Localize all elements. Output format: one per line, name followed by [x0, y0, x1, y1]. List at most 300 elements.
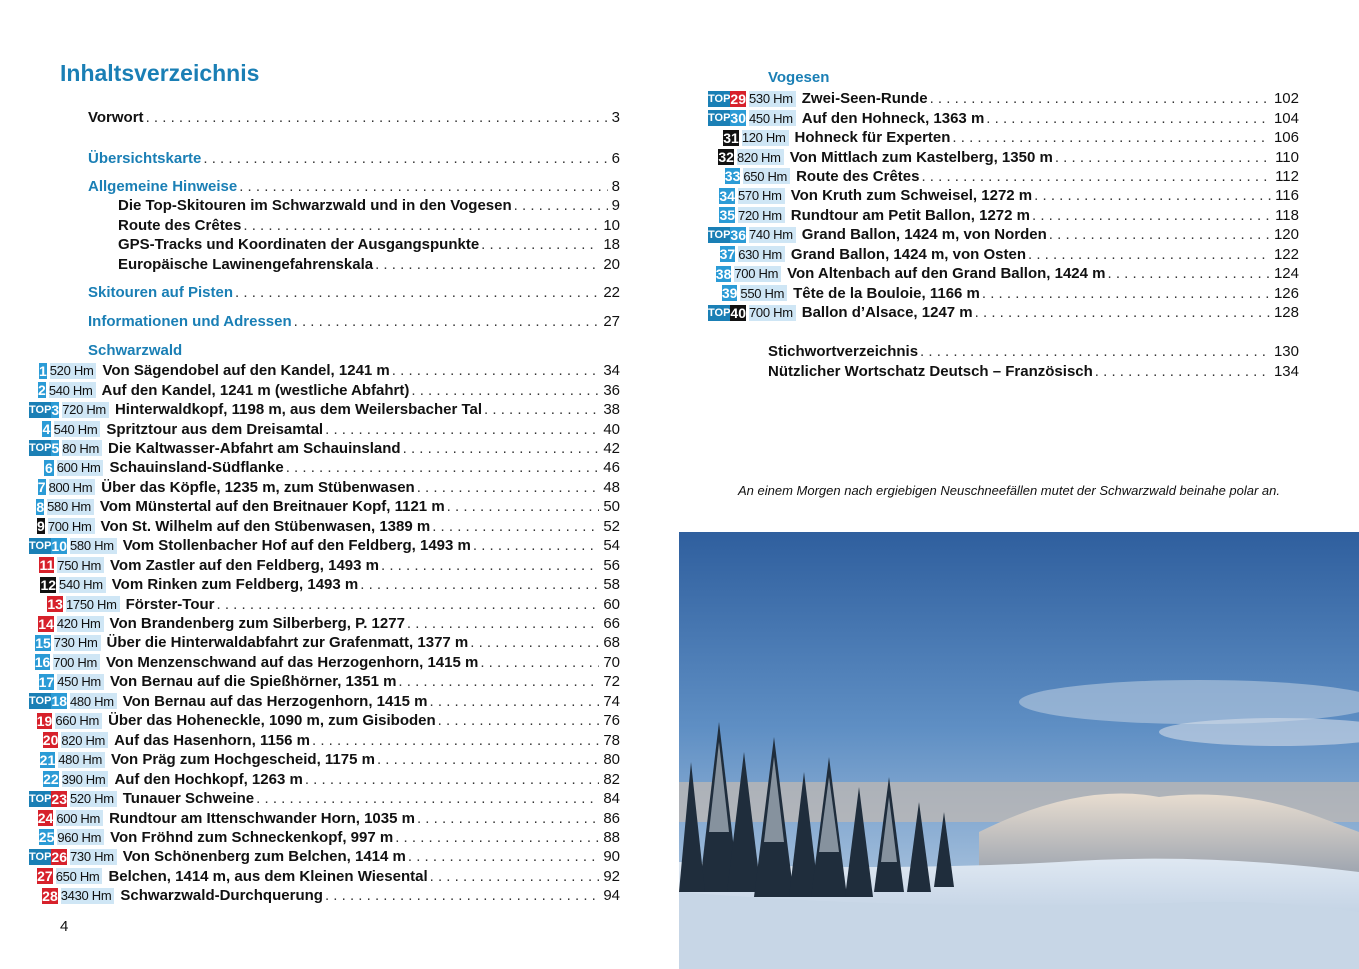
- tour-row[interactable]: [708, 206, 1299, 225]
- elevation-gain: 450 Hm: [749, 110, 796, 126]
- leader-dots: [233, 284, 599, 301]
- tour-row[interactable]: [29, 517, 620, 536]
- tour-name: Auf den Hochkopf, 1263 m: [114, 770, 303, 788]
- elevation-gain: 720 Hm: [738, 207, 785, 223]
- tour-name: Grand Ballon, 1424 m, von Osten: [790, 245, 1026, 263]
- tour-number-badge: 23: [51, 790, 67, 807]
- front-entry[interactable]: [88, 177, 620, 196]
- tour-name: Schwarzwald-Durchquerung: [120, 887, 323, 905]
- tour-number-badge: 24: [37, 810, 54, 827]
- tour-row[interactable]: [29, 575, 620, 594]
- leader-dots: [254, 790, 599, 807]
- leader-dots: [512, 197, 608, 214]
- leader-dots: [144, 109, 608, 126]
- tour-page: 58: [603, 576, 620, 594]
- top-badge: [29, 518, 37, 534]
- tour-page: 78: [603, 731, 620, 749]
- tour-page: 34: [603, 362, 620, 380]
- tour-number-badge: 19: [36, 712, 53, 729]
- tour-page: 124: [1273, 265, 1299, 283]
- elevation-gain: 700 Hm: [734, 266, 781, 282]
- tour-name: Zwei-Seen-Runde: [801, 90, 928, 108]
- tour-page: 94: [603, 887, 620, 905]
- top-badge: TOP: [708, 112, 731, 125]
- elevation-gain: 390 Hm: [62, 771, 109, 787]
- tour-page: 126: [1273, 284, 1299, 302]
- elevation-gain: 580 Hm: [47, 499, 94, 515]
- elevation-gain: 750 Hm: [57, 557, 104, 573]
- tour-row[interactable]: [708, 186, 1299, 205]
- tour-page: 112: [1275, 167, 1299, 185]
- winter-landscape-photo: [679, 532, 1359, 969]
- tour-name: Spritztour aus dem Dreisamtal: [106, 420, 324, 438]
- tour-row[interactable]: [708, 284, 1299, 303]
- tour-name: Grand Ballon, 1424 m, von Norden: [801, 226, 1047, 244]
- entry-page: 9: [611, 197, 620, 215]
- tour-number-badge: 34: [719, 187, 735, 204]
- entry-page: 130: [1273, 343, 1299, 361]
- tour-number-badge: 4: [42, 421, 51, 438]
- tour-number-badge: 30: [730, 110, 746, 127]
- leader-dots: [292, 313, 600, 330]
- tour-number-badge: 8: [36, 498, 45, 515]
- elevation-gain: 820 Hm: [61, 732, 108, 748]
- tour-number-badge: 14: [38, 615, 54, 632]
- page-title: Inhaltsverzeichnis: [60, 60, 260, 86]
- leader-dots: [928, 90, 1270, 107]
- top-badge: TOP: [708, 306, 731, 319]
- tour-row[interactable]: [29, 536, 620, 555]
- elevation-gain: 420 Hm: [57, 616, 104, 632]
- tour-page: 110: [1275, 148, 1299, 166]
- entry-label: Skitouren auf Pisten: [88, 284, 234, 302]
- tour-row[interactable]: [29, 867, 620, 886]
- top-badge: [708, 130, 723, 146]
- elevation-gain: 630 Hm: [738, 246, 785, 262]
- entry-label: Europäische Lawinengefahrenskala: [118, 256, 374, 274]
- tour-number-badge: 18: [51, 693, 67, 710]
- tour-page: 128: [1273, 304, 1299, 322]
- tour-row[interactable]: [29, 769, 620, 788]
- leader-dots: [405, 615, 599, 632]
- elevation-gain: 520 Hm: [50, 363, 97, 379]
- leader-dots: [310, 732, 599, 749]
- tour-number-badge: 7: [37, 479, 46, 496]
- elevation-gain: 700 Hm: [53, 654, 100, 670]
- tour-number-badge: 3: [51, 401, 60, 418]
- tour-name: Ballon d’Alsace, 1247 m: [801, 304, 973, 322]
- tour-page: 60: [603, 595, 620, 613]
- top-badge: [708, 188, 719, 204]
- leader-dots: [468, 634, 599, 651]
- tour-page: 86: [603, 809, 620, 827]
- tour-number-badge: 40: [730, 304, 746, 321]
- leader-dots: [358, 576, 599, 593]
- elevation-gain: 540 Hm: [54, 421, 101, 437]
- tour-number-badge: 31: [723, 129, 739, 146]
- leader-dots: [237, 178, 607, 195]
- back-entry[interactable]: [768, 362, 1299, 381]
- leader-dots: [919, 168, 1271, 185]
- tour-row[interactable]: [29, 419, 620, 438]
- tour-row[interactable]: [29, 556, 620, 575]
- tour-name: Von Menzenschwand auf das Herzogenhorn, 1415 m: [106, 653, 479, 671]
- tour-page: 82: [603, 770, 620, 788]
- photo-caption: An einem Morgen nach ergiebigen Neuschneefällen mutet der Schwarzwald beinahe polar an.: [738, 483, 1281, 498]
- elevation-gain: 820 Hm: [737, 149, 784, 165]
- entry-page: 20: [603, 256, 620, 274]
- elevation-gain: 1750 Hm: [66, 596, 120, 612]
- tour-number-badge: 28: [42, 887, 58, 904]
- tour-page: 42: [603, 439, 620, 457]
- section-heading-schwarzwald: Schwarzwald: [88, 342, 183, 359]
- tour-name: Von Mittlach zum Kastelberg, 1350 m: [789, 148, 1053, 166]
- tour-page: 84: [603, 790, 620, 808]
- tour-name: Tête de la Bouloie, 1166 m: [793, 284, 980, 302]
- leader-dots: [479, 236, 599, 253]
- tour-page: 106: [1273, 129, 1299, 147]
- top-badge: TOP: [29, 695, 52, 708]
- leader-dots: [428, 693, 600, 710]
- tour-page: 36: [603, 381, 620, 399]
- tour-row[interactable]: [29, 692, 620, 711]
- elevation-gain: 450 Hm: [57, 674, 104, 690]
- tour-number-badge: 21: [39, 751, 56, 768]
- tour-name: Vom Rinken zum Feldberg, 1493 m: [111, 576, 359, 594]
- top-badge: [29, 771, 43, 787]
- leader-dots: [482, 401, 599, 418]
- entry-label: Informationen und Adressen: [88, 313, 292, 331]
- leader-dots: [409, 382, 599, 399]
- front-entry[interactable]: [118, 216, 620, 235]
- tour-page: 76: [603, 712, 620, 730]
- leader-dots: [303, 771, 600, 788]
- top-badge: [29, 713, 37, 729]
- tour-name: Von Altenbach auf den Grand Ballon, 1424 m: [787, 265, 1106, 283]
- tour-row[interactable]: [29, 672, 620, 691]
- tour-name: Von Bernau auf das Herzogenhorn, 1415 m: [122, 692, 428, 710]
- tour-name: Vom Zastler auf den Feldberg, 1493 m: [110, 556, 379, 574]
- tour-name: Von Bernau auf die Spießhörner, 1351 m: [109, 673, 397, 691]
- leader-dots: [323, 887, 599, 904]
- elevation-gain: 80 Hm: [62, 440, 102, 456]
- tour-row[interactable]: [708, 225, 1299, 244]
- top-badge: [708, 149, 718, 165]
- elevation-gain: 740 Hm: [749, 227, 796, 243]
- elevation-gain: 550 Hm: [740, 285, 787, 301]
- top-badge: [708, 266, 716, 282]
- top-badge: [29, 421, 42, 437]
- entry-page: 134: [1273, 363, 1299, 381]
- tour-number-badge: 1: [38, 362, 47, 379]
- leader-dots: [1030, 207, 1271, 224]
- tour-page: 56: [603, 556, 620, 574]
- entry-page: 10: [603, 217, 620, 235]
- tour-number-badge: 13: [47, 596, 63, 613]
- top-badge: [29, 810, 38, 826]
- tour-row[interactable]: [29, 361, 620, 380]
- top-badge: [29, 363, 39, 379]
- tour-row[interactable]: [29, 614, 620, 633]
- elevation-gain: 960 Hm: [57, 829, 104, 845]
- top-badge: [29, 499, 36, 515]
- top-badge: [29, 752, 40, 768]
- leader-dots: [373, 256, 599, 273]
- leader-dots: [393, 829, 599, 846]
- tour-page: 92: [603, 867, 620, 885]
- top-badge: TOP: [708, 92, 731, 105]
- elevation-gain: 580 Hm: [70, 538, 117, 554]
- entry-label: Nützlicher Wortschatz Deutsch – Französisch: [768, 363, 1093, 381]
- top-badge: [29, 577, 40, 593]
- back-entry[interactable]: [768, 342, 1299, 361]
- tour-row[interactable]: [708, 147, 1299, 166]
- tour-page: 46: [603, 459, 620, 477]
- tour-row[interactable]: [708, 128, 1299, 147]
- tour-name: Tunauer Schweine: [122, 790, 255, 808]
- elevation-gain: 600 Hm: [57, 460, 104, 476]
- tour-page: 90: [603, 848, 620, 866]
- tour-number-badge: 16: [34, 654, 51, 671]
- entry-page: 18: [603, 236, 620, 254]
- elevation-gain: 700 Hm: [48, 518, 95, 534]
- leader-dots: [396, 673, 599, 690]
- top-badge: [29, 829, 39, 845]
- tour-number-badge: 32: [718, 149, 734, 166]
- front-entry[interactable]: [118, 235, 620, 254]
- tour-page: 40: [603, 420, 620, 438]
- leader-dots: [241, 217, 599, 234]
- tour-row[interactable]: [29, 828, 620, 847]
- top-badge: [29, 382, 38, 398]
- top-badge: TOP: [29, 792, 52, 805]
- leader-dots: [415, 479, 600, 496]
- tour-name: Die Kaltwasser-Abfahrt am Schauinsland: [108, 439, 401, 457]
- front-entry[interactable]: [88, 108, 620, 127]
- tour-row[interactable]: [708, 89, 1299, 108]
- top-badge: TOP: [29, 403, 52, 416]
- entry-page: 8: [611, 178, 620, 196]
- tour-name: Von Kruth zum Schweisel, 1272 m: [790, 187, 1033, 205]
- tour-name: Schauinsland-Südflanke: [109, 459, 284, 477]
- tour-name: Vom Münstertal auf den Breitnauer Kopf, 1121 m: [99, 498, 445, 516]
- leader-dots: [379, 557, 599, 574]
- leader-dots: [980, 285, 1270, 302]
- front-entry[interactable]: [88, 149, 620, 168]
- tour-number-badge: 38: [715, 265, 732, 282]
- leader-dots: [401, 440, 600, 457]
- tour-row[interactable]: [29, 808, 620, 827]
- entry-label: Die Top-Skitouren im Schwarzwald und in den Vogesen: [118, 197, 512, 215]
- top-badge: [29, 868, 37, 884]
- tour-page: 116: [1275, 187, 1299, 205]
- tour-row[interactable]: [29, 633, 620, 652]
- elevation-gain: 480 Hm: [58, 752, 105, 768]
- elevation-gain: 730 Hm: [54, 635, 101, 651]
- tour-name: Von Sägendobel auf den Kandel, 1241 m: [102, 362, 390, 380]
- section-heading-vogesen: Vogesen: [768, 69, 830, 86]
- elevation-gain: 700 Hm: [749, 305, 796, 321]
- entry-page: 22: [603, 284, 620, 302]
- leader-dots: [478, 654, 599, 671]
- entry-page: 27: [603, 313, 620, 331]
- top-badge: [29, 888, 42, 904]
- tour-number-badge: 33: [724, 168, 741, 185]
- elevation-gain: 720 Hm: [62, 402, 109, 418]
- tour-page: 72: [603, 673, 620, 691]
- elevation-gain: 120 Hm: [742, 130, 789, 146]
- tour-page: 74: [603, 692, 620, 710]
- elevation-gain: 650 Hm: [56, 868, 103, 884]
- tour-page: 66: [603, 615, 620, 633]
- leader-dots: [1106, 265, 1270, 282]
- elevation-gain: 530 Hm: [749, 91, 796, 107]
- elevation-gain: 660 Hm: [55, 713, 102, 729]
- tour-number-badge: 9: [37, 518, 45, 535]
- leader-dots: [1053, 149, 1271, 166]
- entry-label: Übersichtskarte: [88, 150, 202, 168]
- tour-number-badge: 17: [38, 673, 55, 690]
- entry-label: Route des Crêtes: [118, 217, 242, 235]
- entry-label: Allgemeine Hinweise: [88, 178, 238, 196]
- top-badge: TOP: [708, 228, 731, 241]
- leader-dots: [1047, 226, 1270, 243]
- tour-number-badge: 12: [40, 576, 57, 593]
- tour-row[interactable]: [708, 108, 1299, 127]
- elevation-gain: 570 Hm: [738, 188, 785, 204]
- tour-page: 68: [603, 634, 620, 652]
- tour-number-badge: 2: [38, 382, 46, 399]
- tour-name: Auf den Hohneck, 1363 m: [801, 109, 985, 127]
- leader-dots: [1026, 246, 1270, 263]
- entry-label: GPS-Tracks und Koordinaten der Ausgangspunkte: [118, 236, 480, 254]
- entry-page: 6: [611, 150, 620, 168]
- leader-dots: [950, 129, 1270, 146]
- leader-dots: [471, 537, 599, 554]
- tour-number-badge: 22: [43, 771, 59, 788]
- tour-row[interactable]: [29, 478, 620, 497]
- tour-row[interactable]: [29, 653, 620, 672]
- tour-page: 54: [603, 537, 620, 555]
- tour-name: Über die Hinterwaldabfahrt zur Grafenmatt, 1377 m: [106, 634, 469, 652]
- tour-name: Belchen, 1414 m, aus dem Kleinen Wiesental: [108, 867, 428, 885]
- tour-page: 104: [1273, 109, 1299, 127]
- entry-page: 3: [611, 109, 620, 127]
- front-entry[interactable]: [118, 196, 620, 215]
- front-entry[interactable]: [88, 283, 620, 302]
- top-badge: [708, 246, 720, 262]
- top-badge: [29, 596, 47, 612]
- tour-number-badge: 37: [719, 246, 736, 263]
- tour-row[interactable]: [29, 789, 620, 808]
- tour-number-badge: 10: [51, 537, 67, 554]
- top-badge: TOP: [29, 442, 52, 455]
- tour-row[interactable]: [708, 303, 1299, 322]
- tour-name: Auf das Hasenhorn, 1156 m: [114, 731, 310, 749]
- tour-name: Hinterwaldkopf, 1198 m, aus dem Weilersbacher Tal: [114, 401, 483, 419]
- elevation-gain: 800 Hm: [49, 479, 96, 495]
- tour-name: Vom Stollenbacher Hof auf den Feldberg, 1493 m: [122, 537, 471, 555]
- top-badge: [29, 616, 38, 632]
- leader-dots: [390, 362, 600, 379]
- elevation-gain: 540 Hm: [59, 577, 106, 593]
- tour-page: 50: [603, 498, 620, 516]
- leader-dots: [1093, 363, 1270, 380]
- elevation-gain: 600 Hm: [56, 810, 103, 826]
- leader-dots: [323, 421, 599, 438]
- top-badge: [29, 674, 39, 690]
- tour-name: Von Schönenberg zum Belchen, 1414 m: [122, 848, 406, 866]
- tour-name: Route des Crêtes: [796, 167, 920, 185]
- tour-page: 38: [603, 401, 620, 419]
- tour-number-badge: 20: [42, 732, 59, 749]
- top-badge: TOP: [29, 539, 52, 552]
- tour-number-badge: 29: [730, 90, 746, 107]
- tour-name: Hohneck für Experten: [794, 129, 951, 147]
- entry-label: Vorwort: [88, 109, 144, 127]
- tour-row[interactable]: [29, 497, 620, 516]
- page-number: 4: [60, 918, 69, 935]
- leader-dots: [973, 304, 1270, 321]
- tour-page: 52: [603, 517, 620, 535]
- tour-number-badge: 11: [39, 557, 55, 574]
- leader-dots: [201, 150, 607, 167]
- tour-row[interactable]: [708, 167, 1299, 186]
- leader-dots: [415, 810, 599, 827]
- tour-number-badge: 39: [721, 285, 738, 302]
- tour-row[interactable]: [29, 400, 620, 419]
- elevation-gain: 730 Hm: [70, 849, 117, 865]
- tour-row[interactable]: [29, 380, 620, 399]
- tour-row[interactable]: [708, 245, 1299, 264]
- top-badge: [708, 285, 722, 301]
- tour-number-badge: 26: [51, 848, 67, 865]
- tour-name: Rundtour am Ittenschwander Horn, 1035 m: [109, 809, 415, 827]
- tour-row[interactable]: [29, 458, 620, 477]
- tour-page: 120: [1273, 226, 1299, 244]
- tour-row[interactable]: [29, 594, 620, 613]
- tour-row[interactable]: [29, 750, 620, 769]
- front-entry[interactable]: [118, 255, 620, 274]
- tour-row[interactable]: [708, 264, 1299, 283]
- tour-row[interactable]: [29, 886, 620, 905]
- leader-dots: [428, 868, 600, 885]
- leader-dots: [445, 498, 600, 515]
- elevation-gain: 480 Hm: [70, 693, 117, 709]
- front-entry[interactable]: [88, 312, 620, 331]
- leader-dots: [284, 459, 600, 476]
- tour-number-badge: 25: [38, 829, 55, 846]
- tour-page: 80: [603, 751, 620, 769]
- tour-row[interactable]: [29, 711, 620, 730]
- tour-row[interactable]: [29, 847, 620, 866]
- tour-page: 70: [603, 653, 620, 671]
- tour-number-badge: 27: [37, 868, 53, 885]
- tour-number-badge: 35: [719, 207, 736, 224]
- tour-name: Von Präg zum Hochgescheid, 1175 m: [110, 751, 375, 769]
- tour-number-badge: 36: [730, 226, 746, 243]
- top-badge: TOP: [29, 850, 52, 863]
- leader-dots: [406, 848, 599, 865]
- tour-number-badge: 5: [51, 440, 60, 457]
- tour-page: 48: [603, 478, 620, 496]
- tour-row[interactable]: [29, 439, 620, 458]
- top-badge: [29, 557, 39, 573]
- leader-dots: [430, 518, 599, 535]
- tour-row[interactable]: [29, 731, 620, 750]
- leader-dots: [215, 596, 600, 613]
- top-badge: [708, 207, 719, 223]
